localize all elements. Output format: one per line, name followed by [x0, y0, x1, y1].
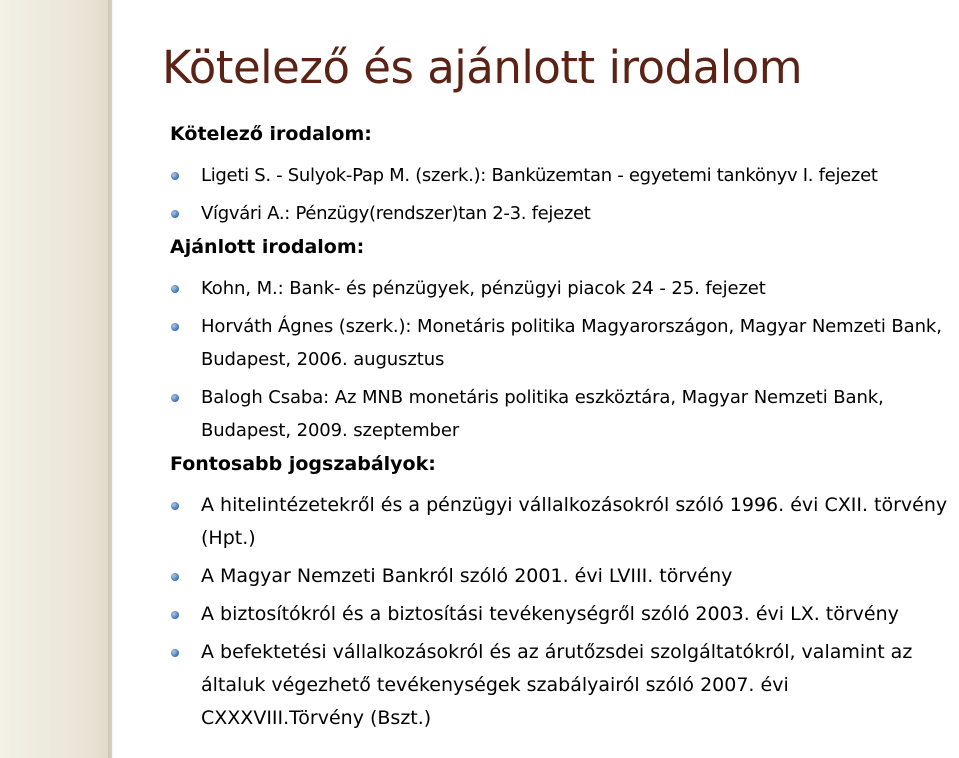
list-item	[170, 560, 952, 593]
list-item-text: Balogh Csaba: Az MNB monetáris politika eszköztára, Magyar Nemzeti Bank, Budapest, 2009. szeptember	[201, 387, 884, 441]
decorative-left-band	[0, 0, 112, 758]
list-item	[170, 598, 952, 631]
bullet-dot-icon	[171, 285, 179, 293]
bullet-dot-icon	[171, 394, 179, 402]
list-item	[170, 636, 952, 735]
list-item	[170, 272, 952, 305]
list-item	[170, 159, 952, 192]
laws-heading: Fontosabb jogszabályok:	[170, 453, 436, 475]
list-item-text: Ligeti S. - Sulyok-Pap M. (szerk.): Banküzemtan - egyetemi tankönyv I. fejezet	[201, 165, 878, 186]
recommended-heading: Ajánlott irodalom:	[170, 236, 365, 258]
list-item-text: A befektetési vállalkozásokról és az árutőzsdei szolgáltatókról, valamint az általuk végezhető tevékenységek szabályairól szóló 2007. évi CXXXVIII.Törvény (Bszt.)	[201, 641, 913, 729]
list-item	[170, 381, 952, 447]
list-item-text: A Magyar Nemzeti Bankról szóló 2001. évi LVIII. törvény	[201, 565, 733, 587]
decorative-band-edge	[108, 0, 114, 758]
bullet-dot-icon	[171, 172, 179, 180]
bullet-dot-icon	[171, 611, 179, 619]
bullet-dot-icon	[171, 323, 179, 331]
list-item-text: Kohn, M.: Bank- és pénzügyek, pénzügyi piacok 24 - 25. fejezet	[201, 278, 766, 299]
list-item	[170, 310, 952, 376]
list-item-text: Horváth Ágnes (szerk.): Monetáris politika Magyarországon, Magyar Nemzeti Bank, Budapest, 2006. augusztus	[201, 316, 942, 370]
list-item-text: Vígvári A.: Pénzügy(rendszer)tan 2-3. fejezet	[201, 203, 591, 224]
list-item-text: A biztosítókról és a biztosítási tevékenységről szóló 2003. évi LX. törvény	[201, 603, 899, 625]
list-item	[170, 489, 952, 555]
mandatory-heading: Kötelező irodalom:	[170, 123, 372, 145]
bullet-dot-icon	[171, 210, 179, 218]
bullet-dot-icon	[171, 649, 179, 657]
slide-title: Kötelező és ajánlott irodalom	[162, 41, 803, 94]
bullet-dot-icon	[171, 573, 179, 581]
laws-list	[170, 489, 952, 735]
list-item-text: A hitelintézetekről és a pénzügyi vállalkozásokról szóló 1996. évi CXII. törvény (Hpt.)	[201, 494, 948, 549]
recommended-list	[170, 272, 952, 447]
slide-content	[170, 122, 952, 740]
bullet-dot-icon	[171, 502, 179, 510]
mandatory-list	[170, 159, 952, 230]
list-item	[170, 197, 952, 230]
